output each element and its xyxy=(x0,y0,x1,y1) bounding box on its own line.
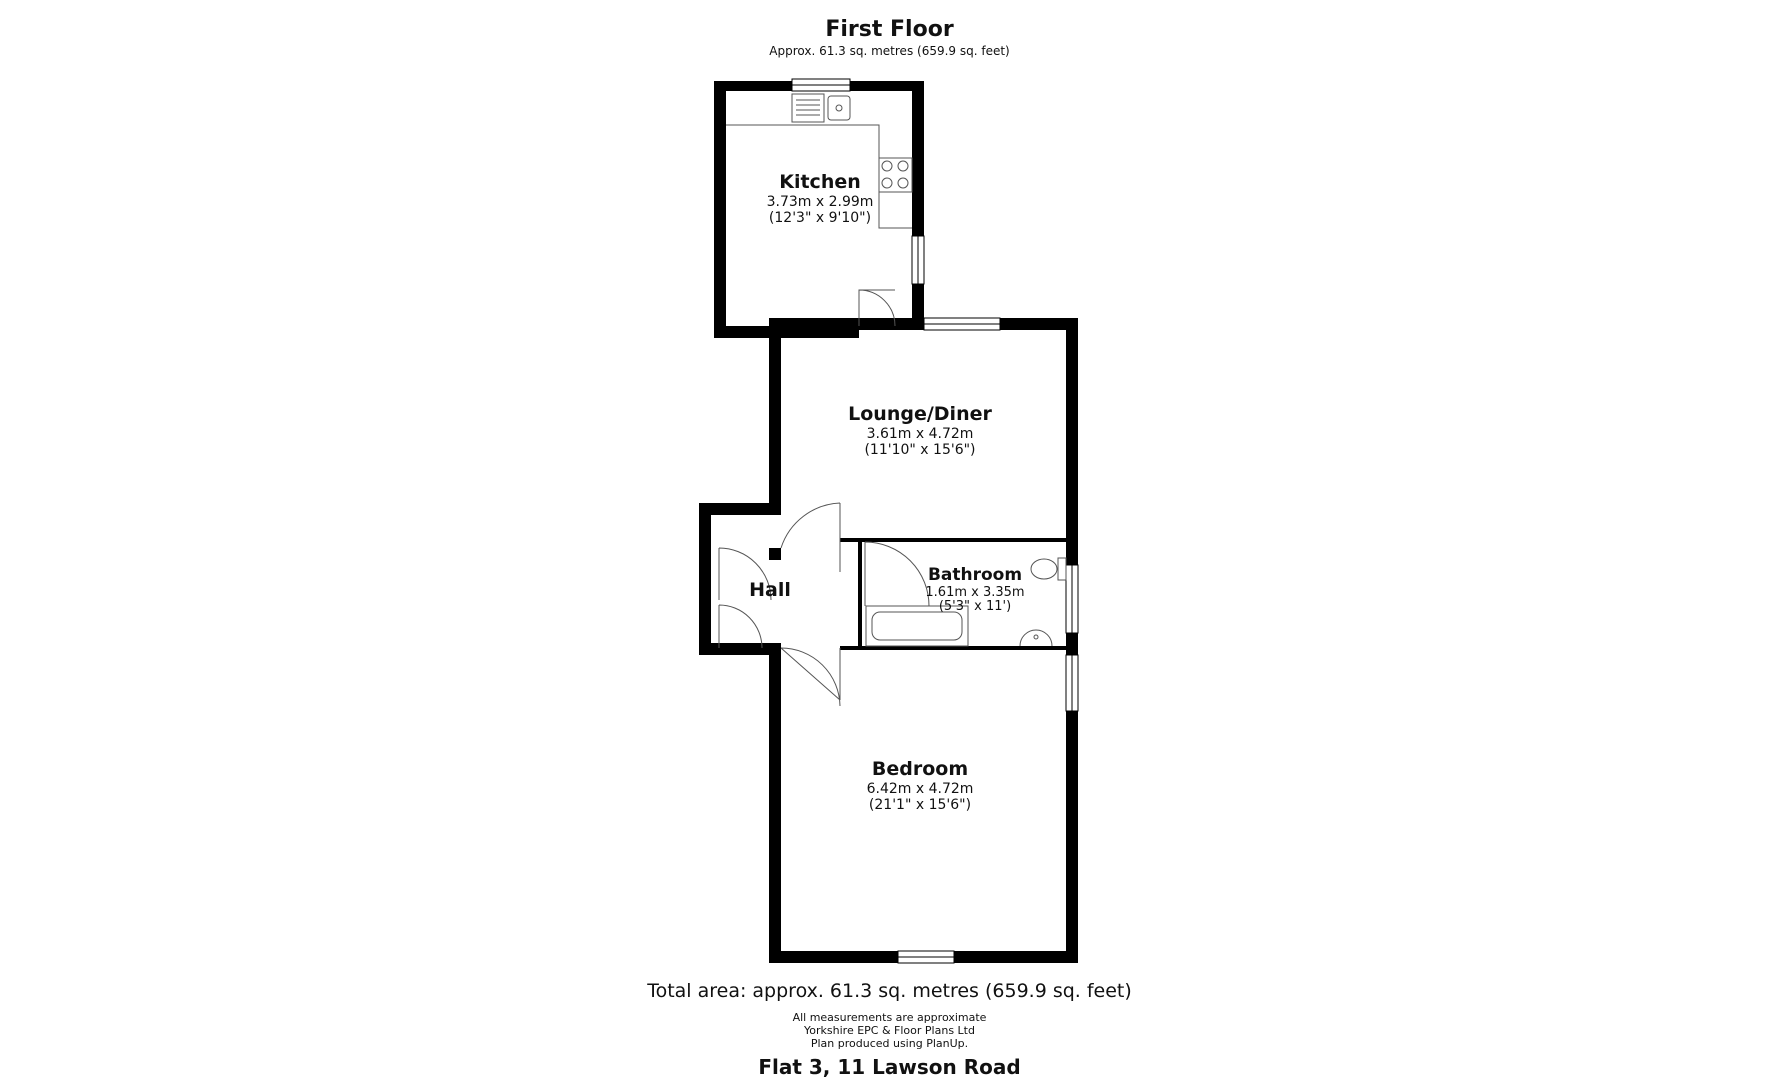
total-area: Total area: approx. 61.3 sq. metres (659.9 sq. feet) xyxy=(647,980,1132,1002)
floor-title: First Floor xyxy=(825,17,954,42)
floor-area: Approx. 61.3 sq. metres (659.9 sq. feet) xyxy=(769,44,1010,58)
room-name: Bathroom xyxy=(927,565,1023,585)
room-hall xyxy=(735,580,805,602)
room-name: Lounge/Diner xyxy=(848,403,992,425)
footer-note: All measurements are approximate xyxy=(792,1011,987,1024)
room-bedroom xyxy=(820,759,1020,813)
room-imperial: (12'3" x 9'10") xyxy=(768,209,872,226)
room-metric: 1.61m x 3.35m xyxy=(925,584,1025,600)
room-name: Bedroom xyxy=(871,758,969,780)
room-name: Hall xyxy=(749,579,791,601)
room-lounge xyxy=(820,404,1020,458)
room-metric: 3.73m x 2.99m xyxy=(766,193,874,210)
footer-note: Plan produced using PlanUp. xyxy=(810,1037,969,1050)
room-imperial: (5'3" x 11') xyxy=(938,599,1012,615)
property-address: Flat 3, 11 Lawson Road xyxy=(758,1055,1021,1079)
room-kitchen xyxy=(740,172,900,226)
room-imperial: (11'10" x 15'6") xyxy=(864,441,976,458)
room-metric: 6.42m x 4.72m xyxy=(866,780,974,797)
room-metric: 3.61m x 4.72m xyxy=(866,425,974,442)
room-imperial: (21'1" x 15'6") xyxy=(868,796,972,813)
room-name: Kitchen xyxy=(779,171,861,193)
room-bathroom xyxy=(900,566,1050,615)
footer-note: Yorkshire EPC & Floor Plans Ltd xyxy=(804,1024,975,1037)
